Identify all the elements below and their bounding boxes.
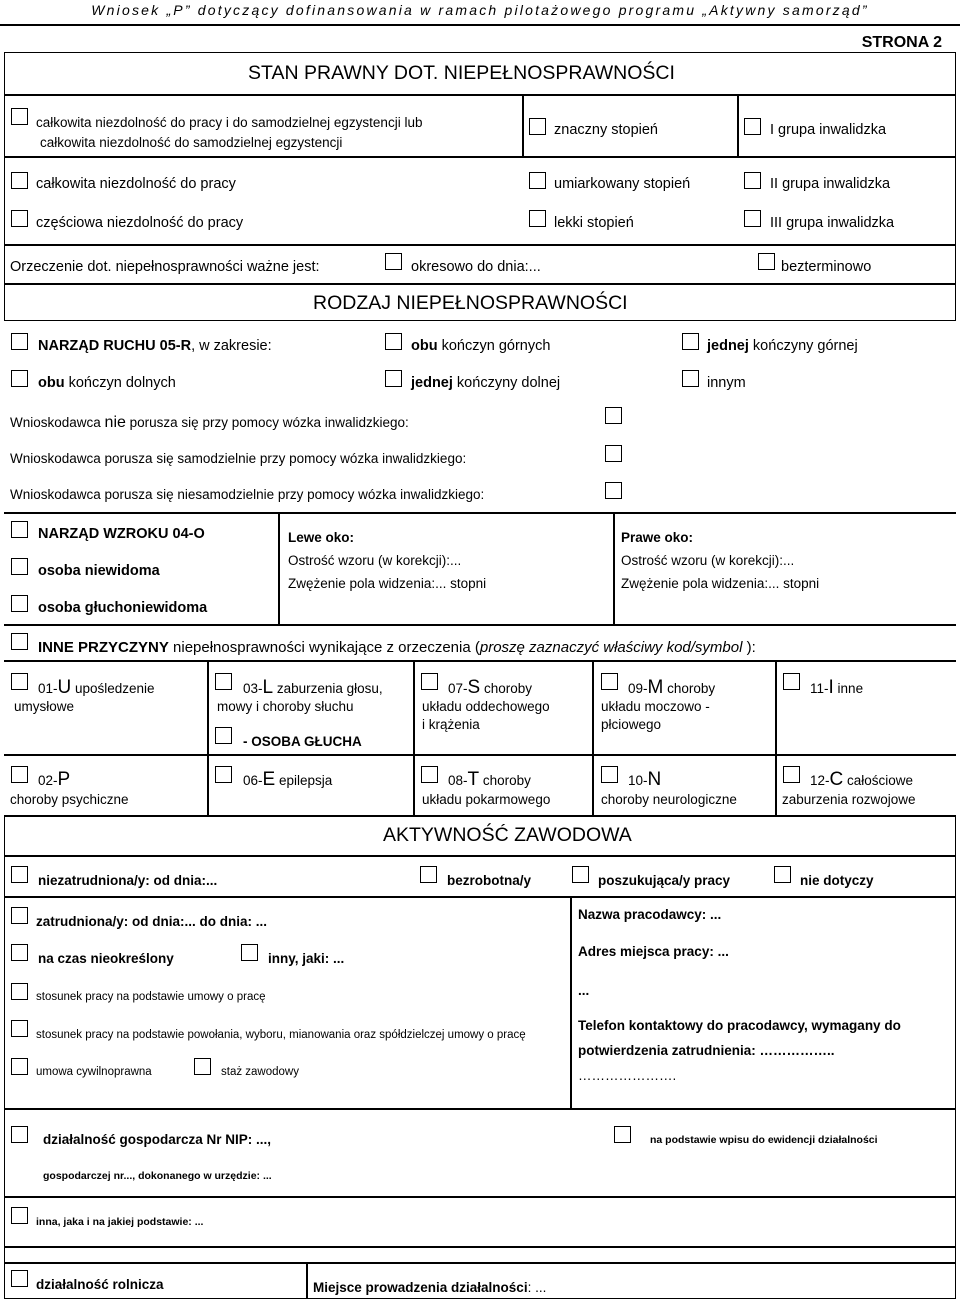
- business-register-label: na podstawie wpisu do ewidencji działalności: [650, 1134, 878, 1146]
- other-causes-checkbox[interactable]: [11, 633, 28, 650]
- code-07-desc: układu oddechowego: [422, 699, 550, 714]
- left-field-of-view-field[interactable]: Zwężenie pola widzenia:... stopni: [288, 576, 487, 591]
- code-01-checkbox[interactable]: [11, 673, 28, 690]
- group-3-checkbox[interactable]: [744, 210, 761, 227]
- contract-employment-label: stosunek pracy na podstawie umowy o pracę: [36, 991, 266, 1003]
- vision-label: NARZĄD WZROKU 04-O: [38, 526, 205, 542]
- light-degree-checkbox[interactable]: [529, 210, 546, 227]
- employer-phone-label: Telefon kontaktowy do pracodawcy, wymagany do: [578, 1018, 901, 1033]
- divider: [4, 156, 956, 158]
- blind-label: osoba niewidoma: [38, 563, 160, 579]
- business-checkbox[interactable]: [11, 1126, 28, 1143]
- right-acuity-field[interactable]: Ostrość wzoru (w korekcji):...: [621, 553, 795, 568]
- right-eye-title: Prawe oko:: [621, 530, 694, 545]
- one-lower-label: jednej kończyny dolnej: [411, 375, 561, 391]
- code-12-checkbox[interactable]: [783, 766, 800, 783]
- jobless-checkbox[interactable]: [420, 866, 437, 883]
- validity-periodic-checkbox[interactable]: [385, 253, 402, 270]
- workplace-address-dots[interactable]: ...: [578, 983, 590, 998]
- code-07-label: 07-S choroby: [448, 677, 532, 698]
- divider: [4, 1246, 956, 1248]
- code-02-desc: choroby psychiczne: [10, 792, 129, 807]
- code-07-desc-2: i krążenia: [422, 717, 480, 732]
- employer-phone-dots[interactable]: ………………….: [578, 1068, 677, 1083]
- incapacity-total-checkbox[interactable]: [11, 108, 28, 125]
- incapacity-partial-label: częściowa niezdolność do pracy: [36, 215, 244, 231]
- validity-label: Orzeczenie dot. niepełnosprawności ważne jest:: [10, 259, 320, 275]
- incapacity-total-label: całkowita niezdolność do pracy i do samodzielnej egzystencji lub: [36, 115, 423, 130]
- contract-appointment-label: stosunek pracy na podstawie powołania, wyboru, mianowania oraz spółdzielczej umowy o pracę: [36, 1029, 526, 1041]
- vision-checkbox[interactable]: [11, 521, 28, 538]
- divider: [4, 624, 956, 626]
- other-basis-checkbox[interactable]: [11, 1207, 28, 1224]
- business-label: działalność gospodarcza Nr NIP: ...,: [43, 1132, 272, 1147]
- contract-employment-checkbox[interactable]: [11, 983, 28, 1000]
- code-03-label: 03-L zaburzenia głosu,: [243, 677, 383, 698]
- code-02-checkbox[interactable]: [11, 766, 28, 783]
- seeking-checkbox[interactable]: [572, 866, 589, 883]
- divider: [522, 94, 524, 156]
- one-upper-label: jednej kończyny górnej: [707, 338, 858, 354]
- employment-title: AKTYWNOŚĆ ZAWODOWA: [383, 824, 632, 846]
- incapacity-total-label-2: całkowita niezdolność do samodzielnej egzystencji: [40, 135, 343, 150]
- code-08-checkbox[interactable]: [421, 766, 438, 783]
- code-09-desc: układu moczowo -: [601, 699, 710, 714]
- deaf-label: - OSOBA GŁUCHA: [243, 734, 362, 749]
- code-07-checkbox[interactable]: [421, 673, 438, 690]
- both-lower-checkbox[interactable]: [11, 370, 28, 387]
- divider: [4, 244, 956, 246]
- other-limb-checkbox[interactable]: [682, 370, 699, 387]
- page-label: STRONA 2: [861, 34, 942, 51]
- one-upper-checkbox[interactable]: [682, 333, 699, 350]
- unemployed-checkbox[interactable]: [11, 866, 28, 883]
- wheelchair-independent-checkbox[interactable]: [605, 445, 622, 462]
- divider: [413, 660, 415, 815]
- validity-indefinite-label: bezterminowo: [781, 259, 872, 275]
- group-3-label: III grupa inwalidzka: [770, 215, 895, 231]
- code-03-desc: mowy i choroby słuchu: [217, 699, 354, 714]
- divider: [592, 660, 594, 815]
- significant-degree-label: znaczny stopień: [554, 122, 658, 138]
- farming-checkbox[interactable]: [11, 1270, 28, 1287]
- incapacity-partial-checkbox[interactable]: [11, 210, 28, 227]
- code-10-desc: choroby neurologiczne: [601, 792, 737, 807]
- code-09-desc-2: płciowego: [601, 717, 662, 732]
- divider: [4, 855, 956, 857]
- left-acuity-field[interactable]: Ostrość wzoru (w korekcji):...: [288, 553, 462, 568]
- other-limb-label: innym: [707, 375, 746, 391]
- motor-label: NARZĄD RUCHU 05-R, w zakresie:: [38, 338, 272, 354]
- other-causes-label: INNE PRZYCZYNY niepełnosprawności wynikające z orzeczenia (proszę zaznaczyć właściwy kod/symbol ):: [38, 639, 756, 656]
- divider: [737, 94, 739, 156]
- divider: [4, 1196, 956, 1198]
- employed-label: zatrudniona/y: od dnia:... do dnia: ...: [36, 914, 267, 929]
- indefinite-checkbox[interactable]: [11, 944, 28, 961]
- disability-type-title: RODZAJ NIEPEŁNOSPRAWNOŚCI: [313, 292, 628, 314]
- validity-indefinite-checkbox[interactable]: [758, 253, 775, 270]
- code-01-desc: umysłowe: [14, 699, 75, 714]
- group-1-label: I grupa inwalidzka: [770, 122, 887, 138]
- code-11-label: 11-I inne: [810, 677, 864, 698]
- code-02-label: 02-P: [38, 769, 71, 790]
- code-10-label: 10-N: [628, 769, 662, 790]
- moderate-degree-checkbox[interactable]: [529, 172, 546, 189]
- business-place-field[interactable]: Miejsce prowadzenia działalności: ...: [313, 1280, 547, 1295]
- other-contract-checkbox[interactable]: [241, 944, 258, 961]
- code-12-desc: zaburzenia rozwojowe: [782, 792, 916, 807]
- divider: [4, 660, 956, 662]
- validity-periodic-label: okresowo do dnia:...: [411, 259, 541, 275]
- group-2-checkbox[interactable]: [744, 172, 761, 189]
- both-upper-label: obu kończyn górnych: [411, 338, 551, 354]
- blind-checkbox[interactable]: [11, 558, 28, 575]
- divider: [775, 660, 777, 815]
- code-08-label: 08-T choroby: [448, 769, 531, 790]
- legal-status-title: STAN PRAWNY DOT. NIEPEŁNOSPRAWNOŚCI: [248, 62, 675, 84]
- right-field-of-view-field[interactable]: Zwężenie pola widzenia:... stopni: [621, 576, 820, 591]
- code-08-desc: układu pokarmowego: [422, 792, 551, 807]
- unemployed-label: niezatrudniona/y: od dnia:...: [38, 873, 218, 888]
- both-lower-label: obu kończyn dolnych: [38, 375, 176, 391]
- divider: [570, 896, 572, 1108]
- farming-label: działalność rolnicza: [36, 1277, 164, 1292]
- divider: [4, 94, 956, 96]
- not-applicable-label: nie dotyczy: [800, 873, 874, 888]
- deaf-checkbox[interactable]: [215, 727, 232, 744]
- contract-appointment-checkbox[interactable]: [11, 1020, 28, 1037]
- not-applicable-checkbox[interactable]: [774, 866, 791, 883]
- wheelchair-none-checkbox[interactable]: [605, 407, 622, 424]
- business-register-field[interactable]: gospodarczej nr..., dokonanego w urzędzie: ...: [43, 1170, 272, 1182]
- code-09-checkbox[interactable]: [601, 673, 618, 690]
- divider: [278, 512, 280, 624]
- employer-name-field[interactable]: Nazwa pracodawcy: ...: [578, 907, 722, 922]
- moderate-degree-label: umiarkowany stopień: [554, 176, 691, 192]
- other-contract-label: inny, jaki: ...: [268, 951, 345, 966]
- civil-contract-checkbox[interactable]: [11, 1058, 28, 1075]
- code-06-label: 06-E epilepsja: [243, 769, 333, 790]
- divider: [613, 512, 615, 624]
- legal-status-section: [4, 52, 956, 284]
- workplace-address-field[interactable]: Adres miejsca pracy: ...: [578, 944, 729, 959]
- civil-contract-label: umowa cywilnoprawna: [36, 1066, 152, 1078]
- other-basis-field[interactable]: inna, jaka i na jakiej podstawie: ...: [36, 1216, 204, 1228]
- group-2-label: II grupa inwalidzka: [770, 176, 891, 192]
- deafblind-label: osoba głuchoniewidoma: [38, 600, 208, 616]
- code-10-checkbox[interactable]: [601, 766, 618, 783]
- left-eye-title: Lewe oko:: [288, 530, 355, 545]
- indefinite-label: na czas nieokreślony: [38, 951, 174, 966]
- incapacity-work-total-label: całkowita niezdolność do pracy: [36, 176, 236, 192]
- internship-checkbox[interactable]: [194, 1058, 211, 1075]
- both-upper-checkbox[interactable]: [385, 333, 402, 350]
- wheelchair-none-label: Wnioskodawca nie porusza się przy pomocy wózka inwalidzkiego:: [10, 414, 409, 431]
- code-09-label: 09-M choroby: [628, 677, 716, 698]
- seeking-label: poszukująca/y pracy: [598, 873, 731, 888]
- light-degree-label: lekki stopień: [554, 215, 634, 231]
- employed-checkbox[interactable]: [11, 907, 28, 924]
- code-12-label: 12-C całościowe: [810, 769, 914, 790]
- business-register-checkbox[interactable]: [614, 1126, 631, 1143]
- motor-checkbox[interactable]: [11, 333, 28, 350]
- significant-degree-checkbox[interactable]: [529, 118, 546, 135]
- code-06-checkbox[interactable]: [215, 766, 232, 783]
- divider: [4, 896, 956, 898]
- divider: [4, 754, 956, 756]
- header-rule: [0, 24, 960, 26]
- jobless-label: bezrobotna/y: [447, 873, 532, 888]
- divider: [207, 660, 209, 815]
- deafblind-checkbox[interactable]: [11, 595, 28, 612]
- wheelchair-independent-label: Wnioskodawca porusza się samodzielnie przy pomocy wózka inwalidzkiego:: [10, 451, 467, 466]
- code-03-checkbox[interactable]: [215, 673, 232, 690]
- divider: [4, 512, 956, 514]
- incapacity-work-total-checkbox[interactable]: [11, 172, 28, 189]
- group-1-checkbox[interactable]: [744, 118, 761, 135]
- internship-label: staż zawodowy: [221, 1066, 299, 1078]
- code-11-checkbox[interactable]: [783, 673, 800, 690]
- wheelchair-assisted-checkbox[interactable]: [605, 482, 622, 499]
- divider: [4, 1108, 956, 1110]
- wheelchair-assisted-label: Wnioskodawca porusza się niesamodzielnie przy pomocy wózka inwalidzkiego:: [10, 487, 485, 502]
- code-01-label: 01-U upośledzenie: [38, 677, 155, 698]
- employer-phone-label-2: potwierdzenia zatrudnienia: ……………..: [578, 1043, 835, 1058]
- running-header: Wniosek „P” dotyczący dofinansowania w ramach pilotażowego programu „Aktywny samorząd”: [91, 2, 869, 18]
- divider: [306, 1262, 308, 1299]
- one-lower-checkbox[interactable]: [385, 370, 402, 387]
- divider: [4, 1262, 956, 1264]
